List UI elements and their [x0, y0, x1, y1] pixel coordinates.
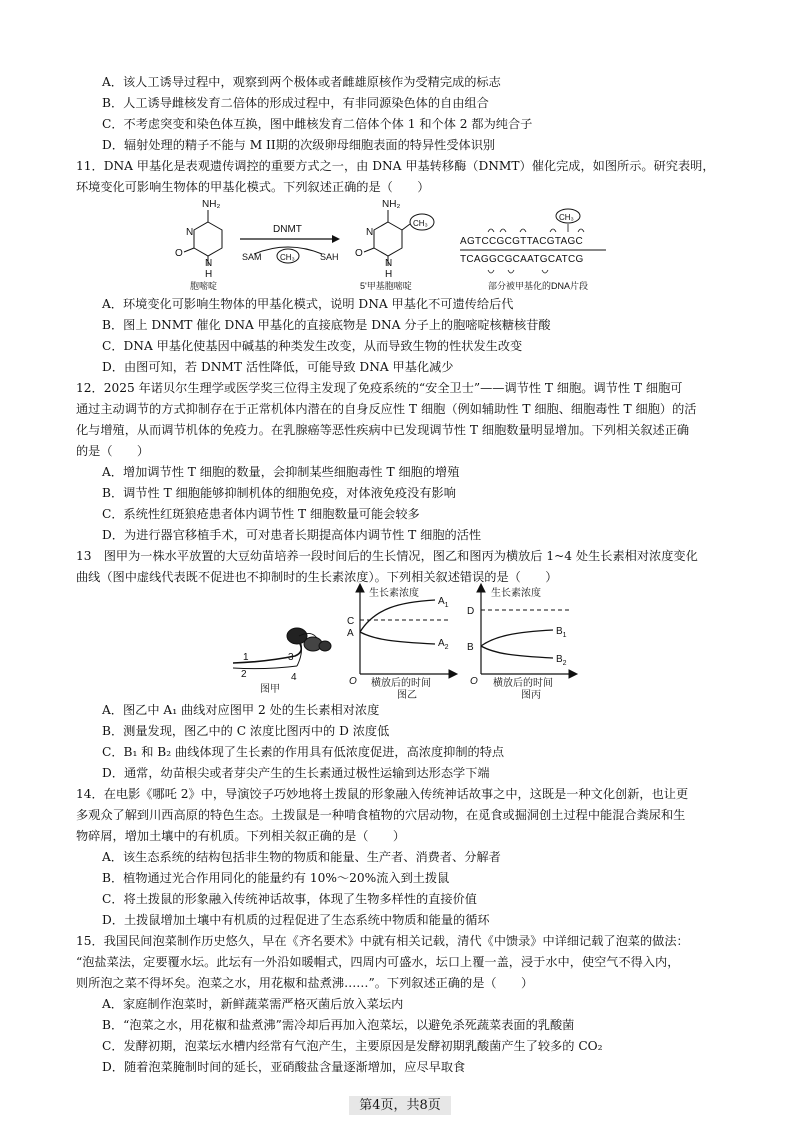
- dna-ch3: CH₃: [559, 213, 574, 222]
- methyl-marks: [488, 224, 584, 273]
- q11-stem-line2: 环境变化可影响生物体的甲基化模式。下列叙述正确的是（ ）: [76, 180, 430, 194]
- curve-B1: [481, 630, 553, 646]
- q12-stem-line2: 通过主动调节的方式抑制存在于正常机体内潜在的自身反应性 T 细胞（例如辅助性 T 细胞、细胞毒性 T 细胞）的活: [76, 402, 697, 416]
- q15-option-b: B．“泡菜之水，用花椒和盐煮沸”需冷却后再加入泡菜坛，以避免杀死蔬菜表面的乳酸菌: [102, 1018, 575, 1032]
- q12-option-d: D．为进行器官移植手术，可对患者长期提高体内调节性 T 细胞的活性: [102, 528, 482, 542]
- dna-seq-bottom: TCAGGCGCAATGCATCG: [460, 254, 584, 265]
- sah-label: SAH: [320, 252, 339, 262]
- yi-A: A: [347, 628, 354, 639]
- label-jia: 图甲: [260, 684, 280, 695]
- cytosine-nh2: NH₂: [202, 199, 221, 210]
- q13-option-c: C．B₁ 和 B₂ 曲线体现了生长素的作用具有低浓度促进，高浓度抑制的特点: [102, 745, 505, 759]
- cytosine-structure: [184, 210, 222, 266]
- q14-stem-line2: 多观众了解到川西高原的特色生态。土拨鼠是一种啃食植物的穴居动物，在觅食或掘洞创土过程中能混合粪尿和生: [76, 808, 686, 822]
- yi-ylabel: 生长素浓度: [369, 588, 419, 599]
- yi-A2: $A_2$: [438, 638, 449, 651]
- q15-option-a: A．家庭制作泡菜时，新鲜蔬菜需严格灭菌后放入菜坛内: [102, 997, 404, 1011]
- seedling-point-4: 4: [291, 672, 297, 683]
- cytosine-h: H: [205, 269, 213, 280]
- q12-stem-line4: 的是（ ）: [76, 444, 150, 458]
- methyl-n: N: [366, 227, 374, 238]
- cytosine-o: O: [175, 248, 183, 259]
- label-yi: 图乙: [397, 690, 417, 700]
- seedling-point-2: 2: [241, 669, 247, 680]
- yi-xlabel: 横放后的时间: [371, 678, 431, 689]
- curve-A2: [360, 632, 435, 644]
- q13-stem-line2: 曲线（图中虚线代表既不促进也不抑制时的生长素浓度）。下列相关叙述错误的是（ ）: [76, 570, 558, 584]
- q13-stem-line1: 13 图甲为一株水平放置的大豆幼苗培养一段时间后的生长情况，图乙和图丙为横放后 1~4 处生长素相对浓度变化: [76, 549, 698, 563]
- methyl-ch3: CH₃: [413, 219, 428, 228]
- q10-option-c: C．不考虑突变和染色体互换，图中雌核发育二倍体个体 1 和个体 2 都为纯合子: [102, 117, 533, 131]
- q14-option-b: B．植物通过光合作用同化的能量约有 10%～20%流入到土拨鼠: [102, 871, 450, 885]
- bing-B2: $B_2$: [556, 654, 567, 667]
- q11-option-c: C．DNA 甲基化使基因中碱基的种类发生改变，从而导致生物的性状发生改变: [102, 339, 523, 353]
- bing-D: D: [467, 606, 475, 617]
- seedling-point-3: 3: [288, 652, 294, 663]
- ch3-label: CH₃: [280, 253, 295, 262]
- dnmt-label: DNMT: [273, 224, 302, 235]
- bing-origin: O: [470, 676, 478, 687]
- methyl-nh2: NH₂: [382, 199, 401, 210]
- q10-option-d: D．辐射处理的精子不能与 M II期的次级卵母细胞表面的特异性受体识别: [102, 138, 496, 152]
- bing-xlabel: 横放后的时间: [493, 678, 553, 689]
- q13-auxin-figure: [225, 580, 595, 700]
- q11-option-d: D．由图可知，若 DNMT 活性降低，可能导致 DNA 甲基化减少: [102, 360, 454, 374]
- bing-B: B: [467, 642, 474, 653]
- q10-option-b: B．人工诱导雌核发育二倍体的形成过程中，有非同源染色体的自由组合: [102, 96, 489, 110]
- q13-option-a: A．图乙中 A₁ 曲线对应图甲 2 处的生长素相对浓度: [102, 703, 380, 717]
- cytosine-n: N: [186, 227, 194, 238]
- q12-option-c: C．系统性红斑狼疮患者体内调节性 T 细胞数量可能会较多: [102, 507, 420, 521]
- q14-stem-line3: 物碎屑，增加土壤中的有机质。下列相关叙正确的是（ ）: [76, 829, 406, 843]
- page-footer: [0, 1094, 800, 1113]
- q13-option-d: D．通常，幼苗根尖或者芽尖产生的生长素通过极性运输到达形态学下端: [102, 766, 490, 780]
- q12-option-b: B．调节性 T 细胞能够抑制机体的细胞免疫，对体液免疫没有影响: [102, 486, 456, 500]
- label-bing: 图丙: [521, 690, 541, 700]
- cytosine-n2: N: [205, 258, 213, 269]
- q15-stem-line3: 则所泡之菜不得坏矣。泡菜之水，用花椒和盐煮沸……”。下列叙述正确的是（ ）: [76, 976, 534, 990]
- label-dna-fragment: 部分被甲基化的DNA片段: [488, 281, 589, 291]
- yi-A1: $A_1$: [438, 596, 449, 609]
- q15-stem-line1: 15．我国民间泡菜制作历史悠久，早在《齐名要术》中就有相关记载，清代《中馈录》中详细记载了泡菜的做法：: [76, 934, 689, 948]
- q12-stem-line3: 化与增殖，从而调节机体的免疫力。在乳腺癌等恶性疾病中已发现调节性 T 细胞数量明显增加。下列相关叙述正确: [76, 423, 690, 437]
- curve-A1: [360, 600, 435, 632]
- q11-stem-line1: 11．DNA 甲基化是表观遗传调控的重要方式之一，由 DNA 甲基转移酶（DNMT）催化完成，如图所示。研究表明，: [76, 159, 715, 173]
- q15-option-d: D．随着泡菜腌制时间的延长，亚硝酸盐含量逐渐增加，应尽早取食: [102, 1060, 466, 1074]
- q11-methylation-figure: [170, 194, 630, 292]
- q10-option-a: A．该人工诱导过程中，观察到两个极体或者雌雄原核作为受精完成的标志: [102, 75, 501, 89]
- bing-ylabel: 生长素浓度: [491, 588, 541, 599]
- q14-stem-line1: 14．在电影《哪吒 2》中，导演饺子巧妙地将土拨鼠的形象融入传统神话故事之中，这既是一种文化创新，也让更: [76, 787, 689, 801]
- label-cytosine: 胞嘧啶: [190, 281, 218, 291]
- q14-option-a: A．该生态系统的结构包括非生物的物质和能量、生产者、消费者、分解者: [102, 850, 501, 864]
- sam-label: SAM: [242, 252, 262, 262]
- methyl-h: H: [385, 269, 393, 280]
- methyl-o: O: [355, 248, 363, 259]
- q12-stem-line1: 12．2025 年诺贝尔生理学或医学奖三位得主发现了免疫系统的“安全卫士”——调节性 T 细胞。调节性 T 细胞可: [76, 381, 683, 395]
- q14-option-c: C．将土拨鼠的形象融入传统神话故事，体现了生物多样性的直接价值: [102, 892, 477, 906]
- page-number: 第4页，共8页: [349, 1096, 451, 1115]
- curve-B2: [481, 646, 553, 658]
- q12-option-a: A．增加调节性 T 细胞的数量，会抑制某些细胞毒性 T 细胞的增殖: [102, 465, 460, 479]
- methyl-n2: N: [385, 258, 393, 269]
- seedling-point-1: 1: [243, 652, 249, 663]
- q13-option-b: B．测量发现，图乙中的 C 浓度比图丙中的 D 浓度低: [102, 724, 390, 738]
- yi-origin: O: [349, 676, 357, 687]
- q11-option-a: A．环境变化可影响生物体的甲基化模式，说明 DNA 甲基化不可遗传给后代: [102, 297, 514, 311]
- dna-seq-top: AGTCCGCGTTACGTAGC: [460, 236, 584, 247]
- q15-stem-line2: “泡盐菜法，定要覆水坛。此坛有一外沿如暖帽式，四周内可盛水，坛口上覆一盖，浸于水中，使空气不得入内，: [76, 955, 680, 969]
- q11-option-b: B．图上 DNMT 催化 DNA 甲基化的直接底物是 DNA 分子上的胞嘧啶核糖核苷酸: [102, 318, 551, 332]
- yi-C: C: [347, 616, 355, 627]
- q15-option-c: C．发酵初期，泡菜坛水槽内经常有气泡产生，主要原因是发酵初期乳酸菌产生了较多的 CO₂: [102, 1039, 603, 1053]
- q14-option-d: D．土拨鼠增加土壤中有机质的过程促进了生态系统中物质和能量的循环: [102, 913, 490, 927]
- label-methylcytosine: 5'甲基胞嘧啶: [360, 281, 412, 291]
- bing-B1: $B_1$: [556, 626, 567, 639]
